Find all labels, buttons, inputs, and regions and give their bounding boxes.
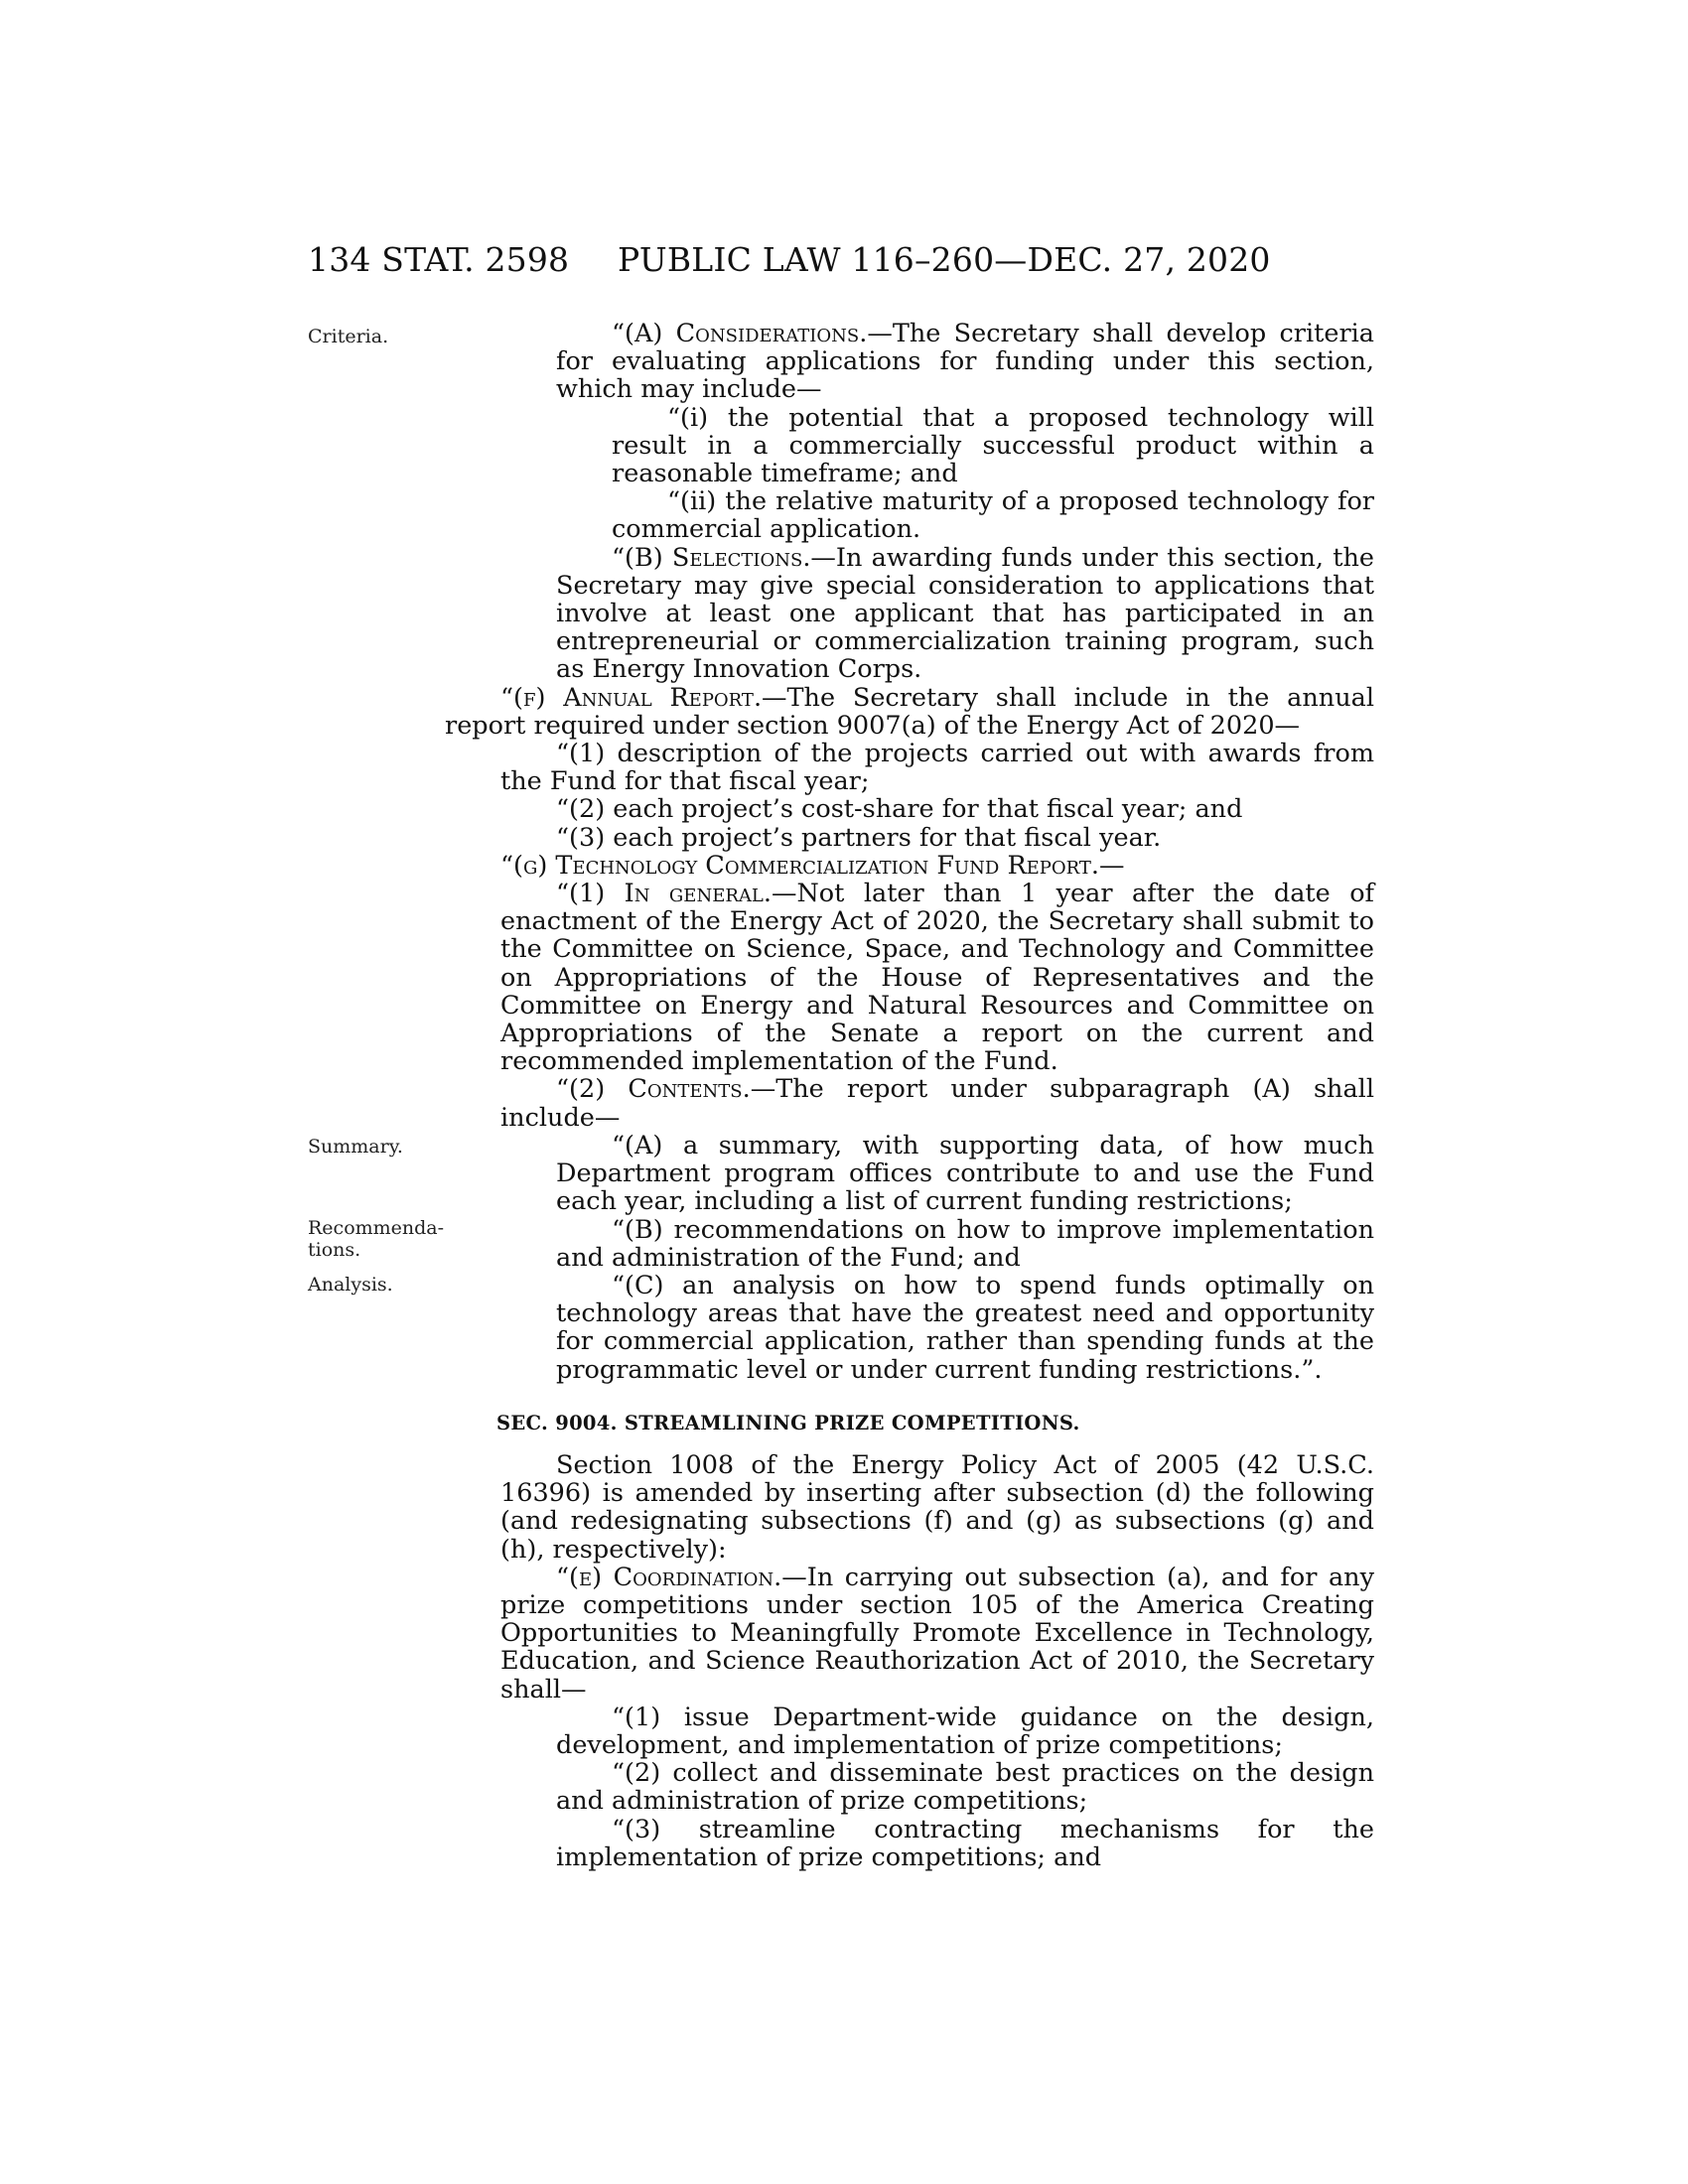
annual-report-text: .—The Secretary shall include in the annual report required under section 9007(a) of the Energy Act of 2020— [445,682,1374,741]
annual-item-3: “(3) each project’s partners for that fiscal year. [556,822,1162,853]
selections-heading: “(B) Selections [612,542,803,573]
section-heading: SEC. 9004. STREAMLINING PRIZE COMPETITIONS. [496,1411,1080,1434]
coordination-item-1: “(1) issue Department-wide guidance on the design, development, and implementation of prize competitions; [556,1702,1374,1760]
margin-note-criteria: Criteria. [308,326,389,347]
document-body [445,319,1375,1872]
subsection-coordination [500,1564,1374,1704]
tcf-report-text: .— [1090,850,1125,881]
considerations-heading: “(A) Considerations [612,319,860,348]
contents-text: .—The report under subparagraph (A) shall include— [500,1074,1374,1133]
paragraph-considerations [556,320,1374,404]
contents-item-b: “(B) recommendations on how to improve implementation and administration of the Fund; and [556,1214,1374,1273]
annual-item-2: “(2) each project’s cost-share for that fiscal year; and [556,794,1243,825]
annual-item-1: “(1) description of the projects carried out with awards from the Fund for that fiscal year; [500,739,1374,797]
coordination-item-2: “(2) collect and disseminate best practices on the design and administration of prize competitions; [556,1758,1374,1817]
annual-report-heading: “(f) Annual Report [500,682,754,713]
in-general-text: .—Not later than 1 year after the date of enactment of the Energy Act of 2020, the Secretary shall submit to the Committee on Science, Space, and Technology and Committee on Appropriations of the House of Representatives and the Committee on Energy and Natural Resources and Committee on Appropriations of the Senate a report on the current and recommended implementation of the Fund. [500,879,1375,1077]
coordination-text: .—In carrying out subsection (a), and for any prize competitions under section 105 of the America Creating Opportunities to Meaningfully Promote Excellence in Technology, Education, and Science Reauthorization Act of 2010, the Secretary shall— [500,1562,1374,1705]
stat-page-number: 134 STAT. 2598 [308,240,570,279]
subsection-annual-report [445,684,1374,740]
contents-item-c: “(C) an analysis on how to spend funds optimally on technology areas that have the greatest need and opportunity for commercial application, rather than spending funds at the programmatic level or under current funding restrictions.”. [556,1270,1374,1385]
section-intro: Section 1008 of the Energy Policy Act of 2005 (42 U.S.C. 16396) is amended by inserting after subsection (d) the following (and redesignating subsections (f) and (g) as subsections (g) and (h), respectively): [500,1449,1374,1565]
clause-i: “(i) the potential that a proposed technology will result in a commercially successful product within a reasonable timeframe; and [612,402,1374,489]
considerations-text: .—The Secretary shall develop criteria for evaluating applications for funding under this section, which may include— [556,319,1375,405]
public-law-title: PUBLIC LAW 116–260—DEC. 27, 2020 [618,240,1271,279]
coordination-item-3: “(3) streamline contracting mechanisms for the implementation of prize competitions; and [556,1814,1374,1872]
tcf-report-heading: “(g) Technology Commercialization Fund Report [500,850,1091,881]
contents-item-a: “(A) a summary, with supporting data, of how much Department program offices contribute to and use the Fund each year, including a list of current funding restrictions; [556,1130,1374,1217]
paragraph-selections [556,544,1374,684]
coordination-heading: “(e) Coordination [556,1562,774,1592]
paragraph-contents [500,1075,1374,1131]
margin-note-summary: Summary. [308,1136,403,1158]
clause-ii: “(ii) the relative maturity of a proposed technology for commercial application. [612,486,1374,545]
contents-heading: “(2) Contents [556,1074,743,1105]
subsection-tcf-report [445,852,1374,880]
in-general-heading: “(1) In general [556,879,764,909]
running-header [0,240,1688,290]
margin-note-analysis: Analysis. [308,1274,393,1296]
selections-text: .—In awarding funds under this section, the Secretary may give special consideration to applications that involve at least one applicant that has participated in an entrepreneurial or commercialization training program, such as Energy Innovation Corps. [556,542,1374,685]
margin-note-recommendations: Recommenda- tions. [308,1217,445,1261]
paragraph-in-general [500,880,1374,1075]
